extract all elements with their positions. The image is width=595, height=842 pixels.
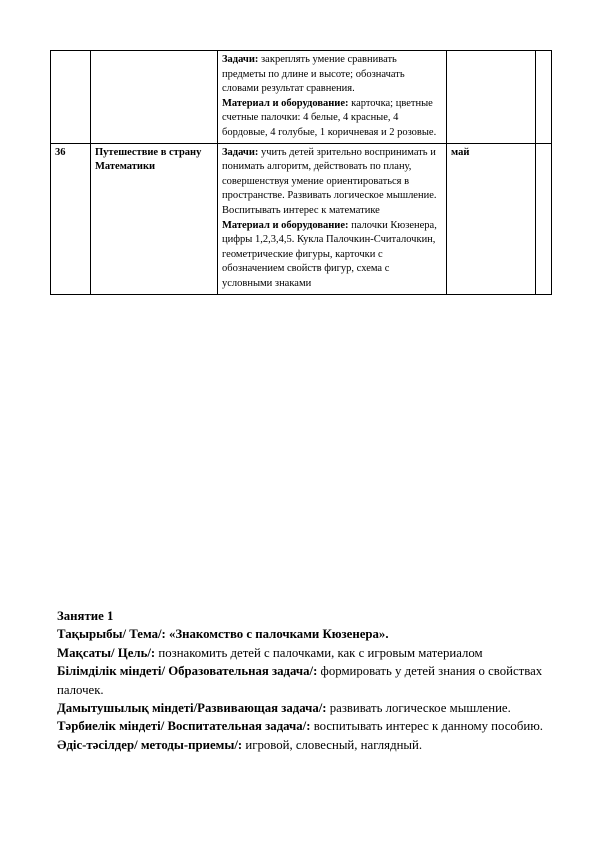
lesson-dev-task [57,699,547,717]
lesson-plan-table [50,50,552,295]
lesson-methods-text: игровой, словесный, наглядный. [242,737,423,752]
lesson-upbr-text: воспитывать интерес к данному пособию. [310,719,543,734]
lesson-goal-label: Мақсаты/ Цель/: [57,645,156,660]
lesson-edu-label: Білімділік міндеті/ Образовательная задача/: [57,664,318,679]
lesson-edu-task [57,662,547,699]
number-cell [51,51,91,144]
lesson-topic: Тақырыбы/ Тема/: «Знакомство с палочками Кюзенера». [57,627,389,642]
material-label: Материал и оборудование: [222,219,349,231]
topic-cell: Путешествие в страну Математики [91,143,218,294]
lesson-upbr-task [57,717,547,735]
month-cell [447,51,536,144]
goal-label: Задачи: [222,54,259,65]
lesson-edu-text: формировать у детей знания о свойствах палочек. [57,664,543,697]
tasks-cell [218,51,447,144]
lesson-heading: Занятие 1 [57,609,114,623]
goal-paragraph [222,146,442,219]
lesson-upbr-label: Тәрбиелік міндеті/ Воспитательная задача/: [57,719,311,734]
lesson-dev-label: Дамытушылық міндеті/Развивающая задача/: [57,701,327,716]
material-paragraph [222,219,442,292]
lesson-methods-label: Әдіс-тәсілдер/ методы-приемы/: [57,737,243,752]
topic-cell [91,51,218,144]
material-label: Материал и оборудование: [222,97,349,109]
material-paragraph [222,97,442,141]
notes-cell [536,143,552,294]
lesson-goal [57,644,547,662]
lesson-goal-text: познакомить детей с палочками, как с игровым материалом [155,645,483,660]
table-row [51,143,552,294]
tasks-cell [218,143,447,294]
lesson-dev-text: развивать логическое мышление. [326,701,511,716]
goal-label: Задачи: [222,146,259,158]
material-text: палочки Кюзенера, цифры 1,2,3,4,5. Кукла Палочкин-Считалочкин, геометрические фигуры, карточки с обозначением свойств фигур, схема с условными знаками [222,219,437,289]
goal-text: закреплять умение сравнивать предметы по длине и высоте; обозначать словами результат сравнения. [222,54,405,95]
table-row [51,51,552,144]
lesson-description [57,607,547,754]
month-cell: май [447,143,536,294]
number-cell: 36 [51,143,91,294]
notes-cell [536,51,552,144]
goal-text: учить детей зрительно воспринимать и понимать алгоритм, действовать по плану, совершенствуя умение ориентироваться в пространстве. Развивать логическое мышление. Воспитывать интерес к математике [222,146,437,216]
goal-paragraph [222,53,442,97]
material-text: карточка; цветные счетные палочки: 4 белые, 4 красные, 4 бордовые, 4 голубые, 1 коричневая и 2 розовые. [222,97,437,138]
lesson-methods [57,736,547,754]
